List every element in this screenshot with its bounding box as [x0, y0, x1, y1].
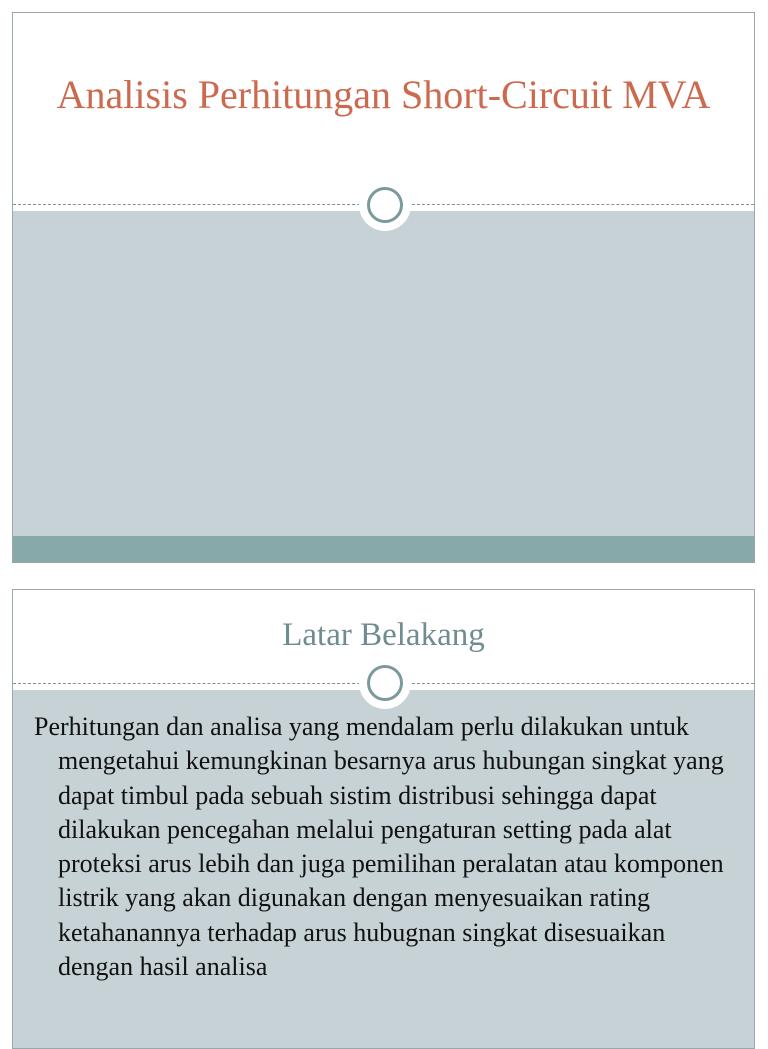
slide-title-text: Analisis Perhitungan Short-Circuit MVA [56, 71, 711, 117]
content-area [13, 211, 754, 537]
circle-ornament-icon [359, 179, 411, 231]
circle-ornament-icon [359, 657, 411, 709]
circle-ring [367, 187, 403, 223]
accent-bar [13, 536, 754, 562]
slide-background [12, 589, 755, 1049]
circle-ring [367, 665, 403, 701]
title-area [13, 13, 754, 204]
body-paragraph: Perhitungan dan analisa yang mendalam perlu dilakukan untuk mengetahui kemungkinan besarnya arus hubungan singkat yang dapat timbul pada sebuah sistim distribusi sehingga dapat dilakukan pencegahan melalui pengaturan setting pada alat proteksi arus lebih dan juga pemilihan peralatan atau komponen listrik yang akan digunakan dengan menyesuaikan rating ketahanannya terhadap arus hubugnan singkat disesuaikan dengan hasil analisa [34, 712, 724, 982]
slide-title [12, 12, 755, 563]
slide-heading: Latar Belakang [282, 616, 485, 653]
